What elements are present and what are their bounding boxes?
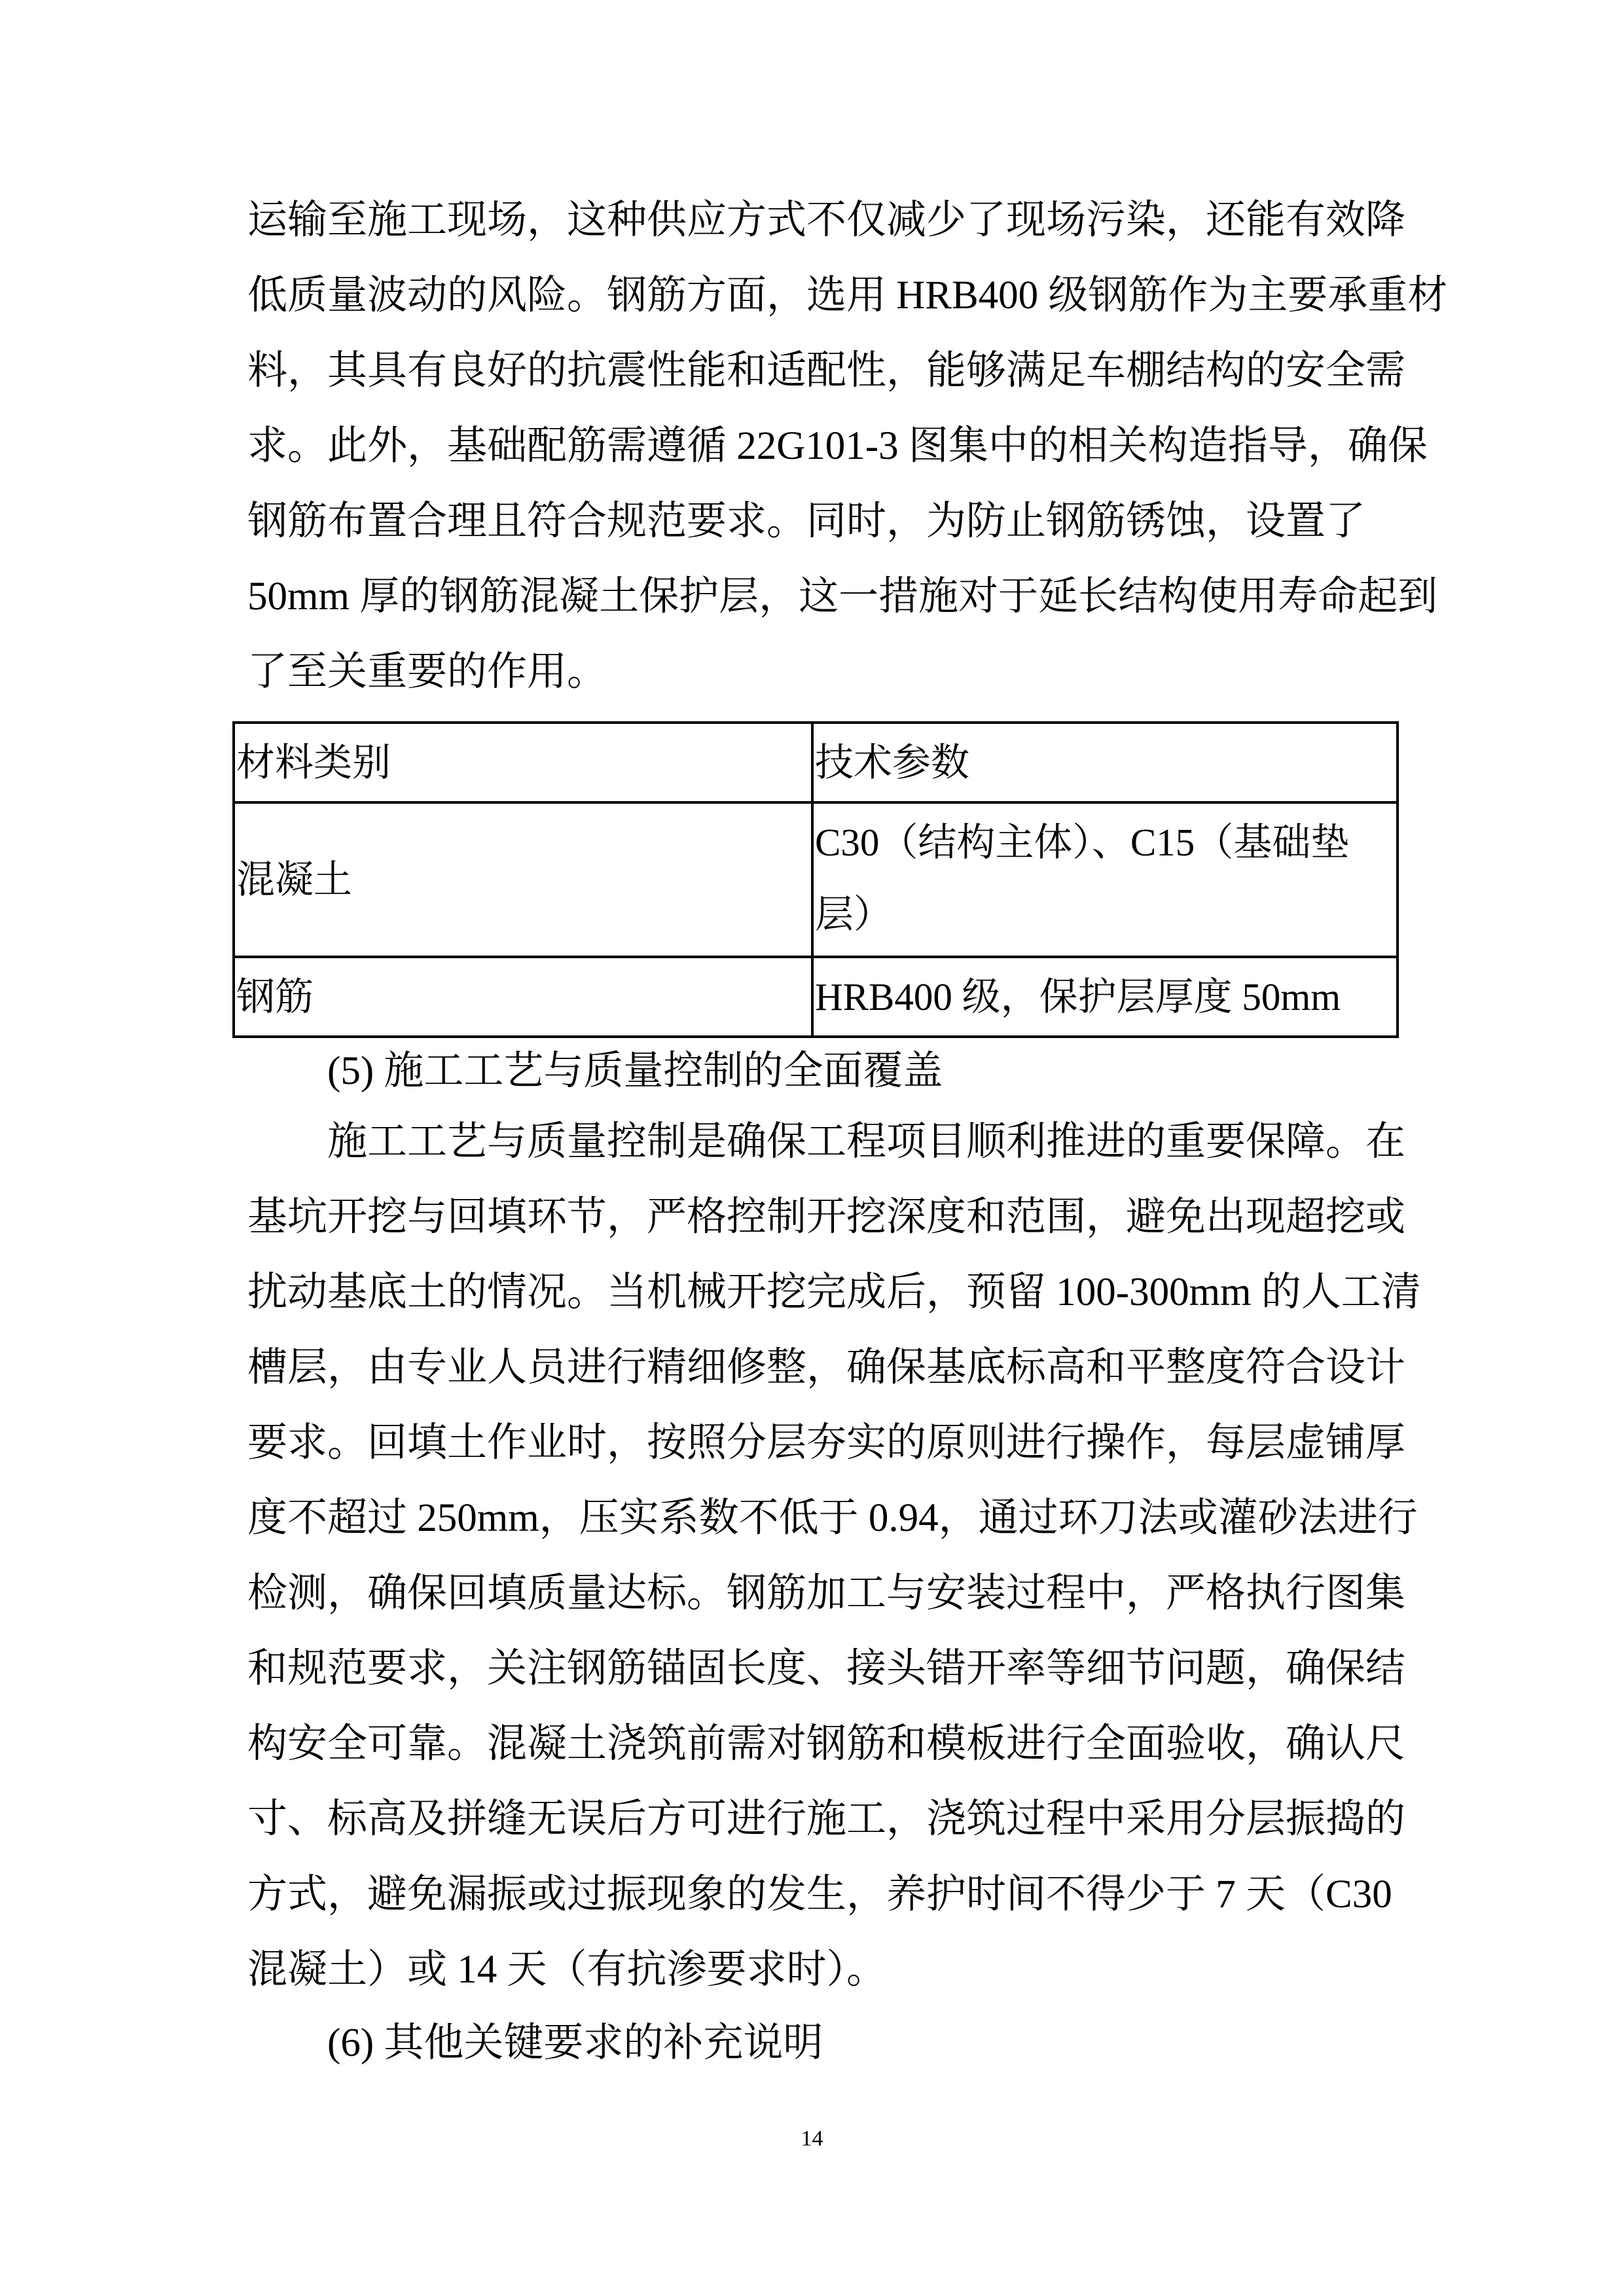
page-number: 14 xyxy=(801,2126,823,2151)
text-line: 扰动基底土的情况。当机械开挖完成后，预留 100-300mm 的人工清 xyxy=(247,1270,1421,1314)
table-cell xyxy=(812,802,1398,957)
table-header-row xyxy=(234,723,1398,802)
text-line: 50mm 厚的钢筋混凝土保护层，这一措施对于延长结构使用寿命起到 xyxy=(247,575,1438,619)
section-heading-5: (5) 施工工艺与质量控制的全面覆盖 xyxy=(327,1049,943,1093)
text-line: 混凝土）或 14 天（有抗渗要求时）。 xyxy=(247,1948,887,1992)
header-cell: 技术参数 xyxy=(812,723,1398,802)
text-line: 低质量波动的风险。钢筋方面，选用 HRB400 级钢筋作为主要承重材 xyxy=(247,274,1448,317)
cell-line: 层） xyxy=(815,893,893,936)
text-line: 了至关重要的作用。 xyxy=(247,650,607,694)
header-cell: 材料类别 xyxy=(234,723,812,802)
text-line: 料，其具有良好的抗震性能和适配性，能够满足车棚结构的安全需 xyxy=(247,349,1406,393)
text-line: 钢筋布置合理且符合规范要求。同时，为防止钢筋锈蚀，设置了 xyxy=(247,499,1366,543)
section-heading-6: (6) 其他关键要求的补充说明 xyxy=(327,2021,823,2065)
text-line: 检测，确保回填质量达标。钢筋加工与安装过程中，严格执行图集 xyxy=(247,1571,1406,1615)
text-line: 要求。回填土作业时，按照分层夯实的原则进行操作，每层虚铺厚 xyxy=(247,1421,1406,1465)
text-line: 槽层，由专业人员进行精细修整，确保基底标高和平整度符合设计 xyxy=(247,1346,1406,1390)
text-line: 基坑开挖与回填环节，严格控制开挖深度和范围，避免出现超挖或 xyxy=(247,1195,1406,1239)
text-line: 求。此外，基础配筋需遵循 22G101-3 图集中的相关构造指导，确保 xyxy=(247,424,1428,468)
text-line: 方式，避免漏振或过振现象的发生，养护时间不得少于 7 天（C30 xyxy=(247,1873,1392,1916)
text-line: 度不超过 250mm，压实系数不低于 0.94，通过环刀法或灌砂法进行 xyxy=(247,1496,1418,1540)
text-line: 施工工艺与质量控制是确保工程项目顺利推进的重要保障。在 xyxy=(327,1120,1406,1164)
cell-line: C30（结构主体）、C15（基础垫 xyxy=(815,821,1350,864)
table-cell: 混凝土 xyxy=(234,802,812,957)
table-cell: HRB400 级，保护层厚度 50mm xyxy=(812,957,1398,1037)
text-line: 构安全可靠。混凝土浇筑前需对钢筋和模板进行全面验收，确认尺 xyxy=(247,1722,1406,1766)
table-row xyxy=(234,957,1398,1037)
text-line: 和规范要求，关注钢筋锚固长度、接头错开率等细节问题，确保结 xyxy=(247,1647,1406,1691)
table-row xyxy=(234,802,1398,957)
table-cell: 钢筋 xyxy=(234,957,812,1037)
materials-table xyxy=(232,721,1399,1038)
text-line: 寸、标高及拼缝无误后方可进行施工，浇筑过程中采用分层振捣的 xyxy=(247,1797,1406,1841)
text-line: 运输至施工现场，这种供应方式不仅减少了现场污染，还能有效降 xyxy=(247,198,1406,242)
